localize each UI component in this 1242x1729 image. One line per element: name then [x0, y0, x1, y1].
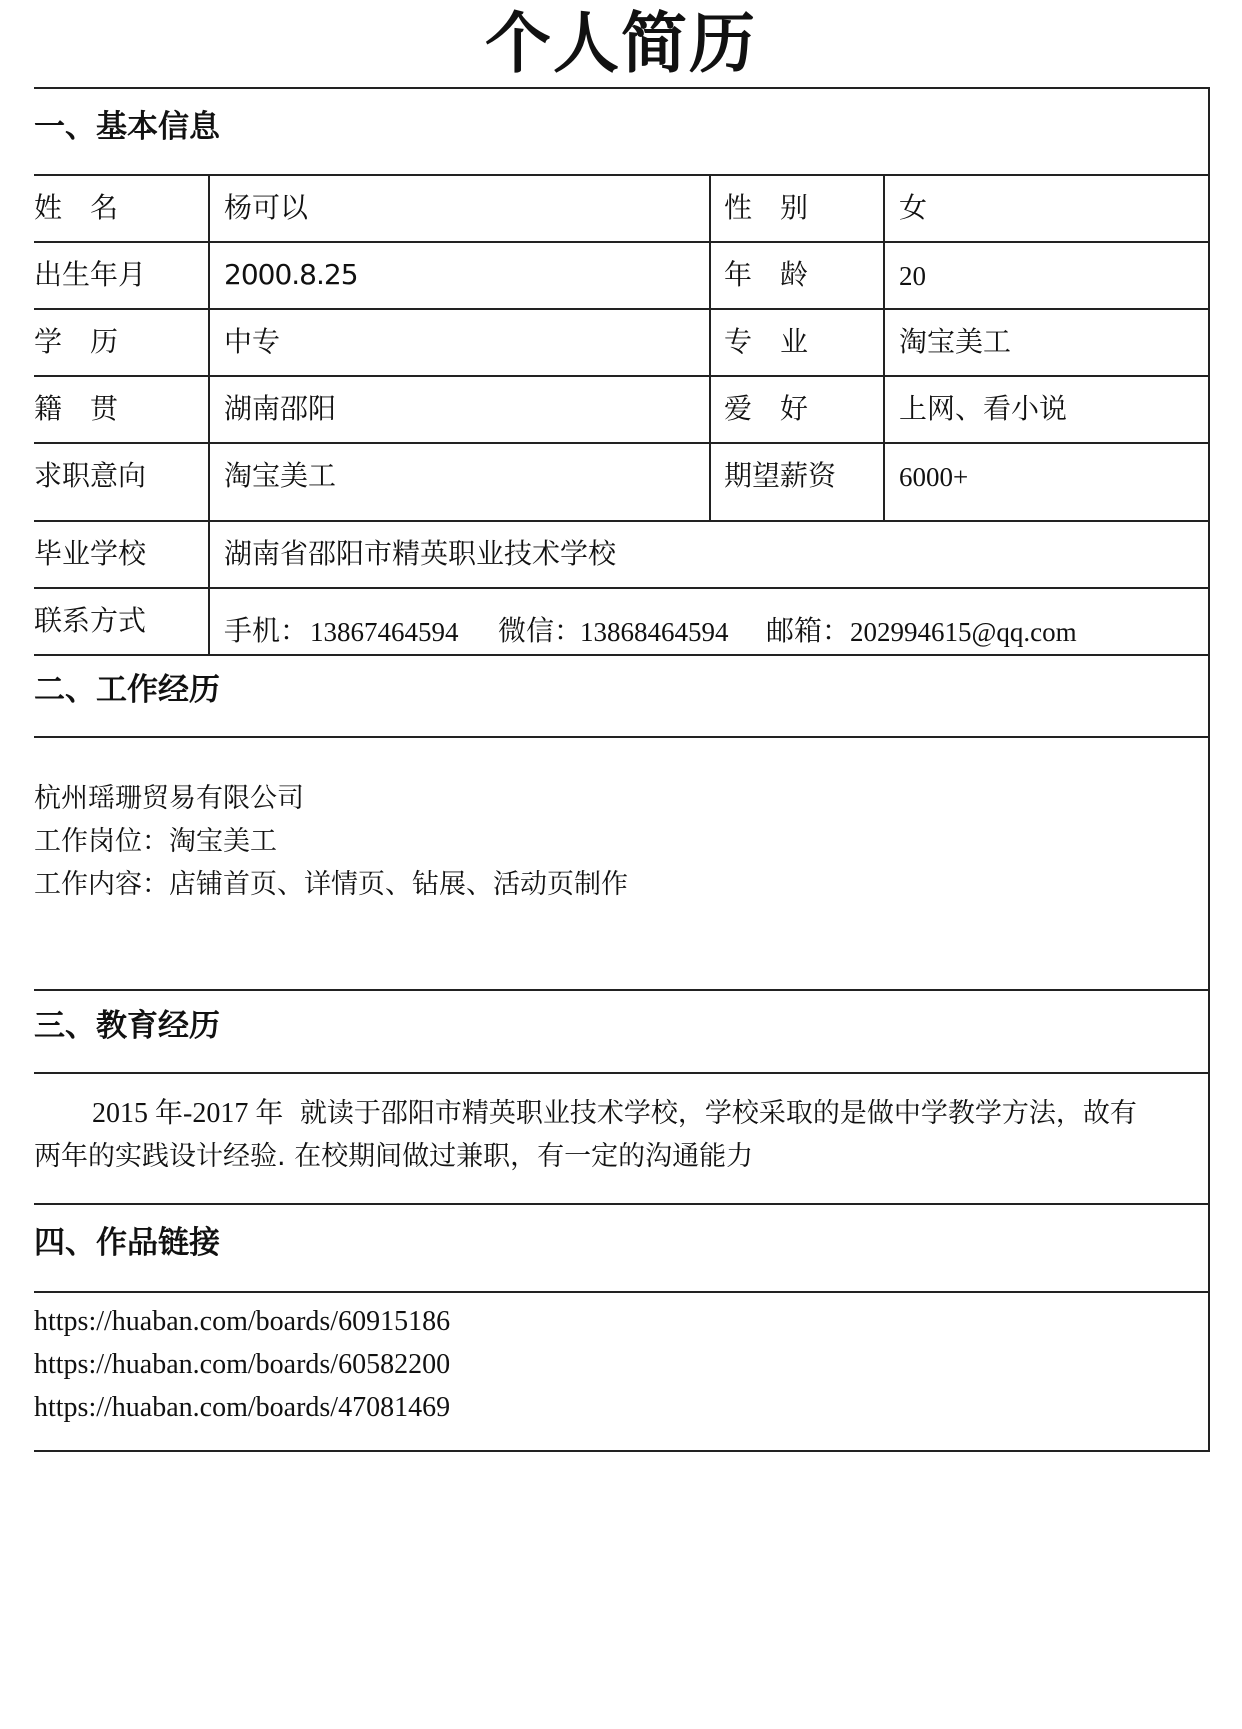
work-content: 工作内容：店铺首页、详情页、钻展、活动页制作 — [34, 869, 628, 900]
divider — [34, 1072, 1210, 1074]
hobby-label: 爱 好 — [724, 392, 809, 425]
major-label: 专 业 — [724, 325, 809, 358]
phone-label: 手机： — [224, 614, 309, 647]
section-heading-basic: 一、基本信息 — [34, 109, 220, 145]
school-label: 毕业学校 — [34, 537, 147, 570]
portfolio-link[interactable]: https://huaban.com/boards/60915186 — [34, 1306, 451, 1337]
divider — [709, 174, 711, 522]
divider — [1208, 174, 1210, 444]
contact-label: 联系方式 — [34, 604, 147, 637]
divider — [34, 654, 1210, 656]
age-label: 年 龄 — [724, 258, 809, 291]
section-heading-education: 三、教育经历 — [34, 1008, 220, 1044]
origin-label: 籍 贯 — [34, 392, 119, 425]
section-heading-work: 二、工作经历 — [34, 672, 220, 708]
divider — [34, 989, 1210, 991]
divider — [34, 736, 1210, 738]
portfolio-link[interactable]: https://huaban.com/boards/47081469 — [34, 1392, 451, 1423]
school-value: 湖南省邵阳市精英职业技术学校 — [224, 537, 617, 570]
name-label: 姓 名 — [34, 191, 119, 224]
phone-value: 13867464594 — [310, 617, 459, 647]
intent-value: 淘宝美工 — [224, 459, 337, 492]
education-text-1: 就读于邵阳市精英职业技术学校，学校采取的是做中学教学方法，故有 — [299, 1098, 1137, 1129]
salary-label: 期望薪资 — [724, 459, 837, 492]
salary-value: 6000+ — [899, 462, 969, 492]
hobby-value: 上网、看小说 — [899, 392, 1068, 425]
degree-label: 学 历 — [34, 325, 119, 358]
wechat-label: 微信： — [498, 614, 583, 647]
intent-label: 求职意向 — [34, 459, 147, 492]
origin-value: 湖南邵阳 — [224, 392, 337, 425]
divider — [34, 442, 1208, 444]
page-title: 个人简历 — [485, 5, 757, 82]
divider — [1208, 442, 1210, 1452]
divider — [34, 241, 1208, 243]
education-line-2: 两年的实践设计经验. 在校期间做过兼职，有一定的沟通能力 — [34, 1141, 754, 1172]
education-line-1 — [92, 1092, 1137, 1135]
age-value: 20 — [899, 261, 926, 291]
section-heading-portfolio: 四、作品链接 — [34, 1225, 220, 1261]
divider — [34, 1291, 1210, 1293]
gender-value: 女 — [899, 191, 928, 224]
divider — [34, 1450, 1210, 1452]
divider — [34, 375, 1208, 377]
divider — [883, 174, 885, 522]
birth-label: 出生年月 — [34, 258, 147, 291]
major-value: 淘宝美工 — [899, 325, 1012, 358]
email-value: 202994615@qq.com — [850, 617, 1077, 647]
portfolio-link[interactable]: https://huaban.com/boards/60582200 — [34, 1349, 451, 1380]
gender-label: 性 别 — [724, 191, 809, 224]
divider — [208, 174, 210, 654]
wechat-value: 13868464594 — [580, 617, 729, 647]
work-company: 杭州瑶珊贸易有限公司 — [34, 783, 304, 814]
divider — [34, 520, 1210, 522]
divider — [34, 1203, 1210, 1205]
email-label: 邮箱： — [766, 614, 851, 647]
birth-value: 2000.8.25 — [224, 258, 358, 291]
divider — [34, 587, 1210, 589]
name-value: 杨可以 — [224, 191, 309, 224]
divider — [34, 174, 1210, 176]
education-years: 2015 年-2017 年 — [92, 1098, 284, 1129]
work-position: 工作岗位：淘宝美工 — [34, 826, 277, 857]
divider — [34, 308, 1208, 310]
degree-value: 中专 — [224, 325, 281, 358]
divider — [34, 87, 1210, 89]
divider — [1208, 87, 1210, 176]
